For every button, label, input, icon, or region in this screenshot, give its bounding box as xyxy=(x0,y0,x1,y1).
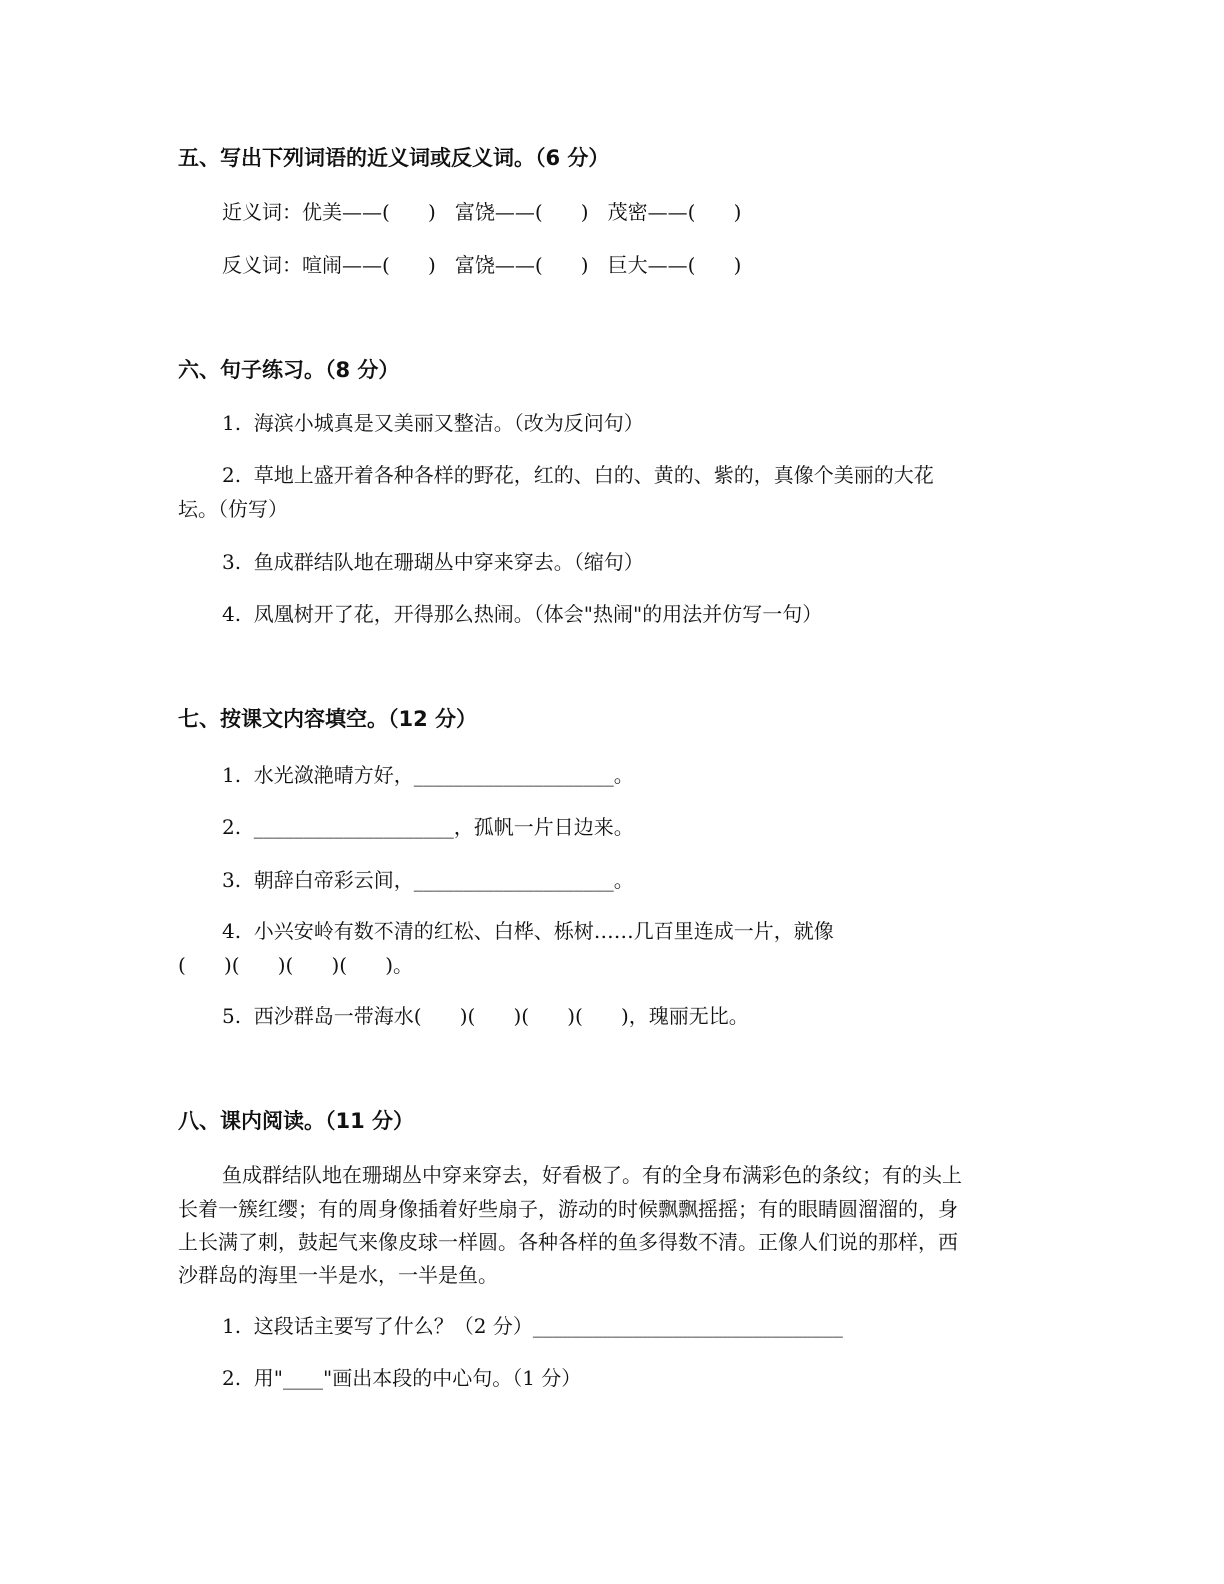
section5-heading: 五、写出下列词语的近义词或反义词。（6 分） xyxy=(178,146,610,170)
antonyms-line: 反义词：喧闹——( ) 富饶——( ) 巨大——( ) xyxy=(222,253,742,277)
section6-item-2: 2. 草地上盛开着各种各样的野花，红的、白的、黄的、紫的，真像个美丽的大花 xyxy=(222,463,934,487)
section7-item-4: 4. 小兴安岭有数不清的红松、白桦、栎树……几百里连成一片，就像 xyxy=(222,919,834,943)
section7-item-2: 2. ____________________，孤帆一片日边来。 xyxy=(222,815,634,839)
section6-item-1: 1. 海滨小城真是又美丽又整洁。（改为反问句） xyxy=(222,411,644,435)
reading-question-1: 1. 这段话主要写了什么？（2 分）_______________________________ xyxy=(222,1314,843,1338)
section6-item-4: 4. 凤凰树开了花，开得那么热闹。（体会"热闹"的用法并仿写一句） xyxy=(222,602,823,626)
section8-heading: 八、课内阅读。（11 分） xyxy=(178,1109,415,1133)
passage-line-4: 沙群岛的海里一半是水，一半是鱼。 xyxy=(178,1263,498,1287)
passage-line-3: 上长满了刺，鼓起气来像皮球一样圆。各种各样的鱼多得数不清。正像人们说的那样，西 xyxy=(178,1230,958,1254)
passage-line-1: 鱼成群结队地在珊瑚丛中穿来穿去，好看极了。有的全身布满彩色的条纹；有的头上 xyxy=(222,1163,962,1187)
section6-heading: 六、句子练习。（8 分） xyxy=(178,358,400,382)
section7-heading: 七、按课文内容填空。（12 分） xyxy=(178,707,478,731)
synonyms-line: 近义词：优美——( ) 富饶——( ) 茂密——( ) xyxy=(222,200,742,224)
section7-item-1: 1. 水光潋滟晴方好，____________________。 xyxy=(222,763,634,787)
section7-item-4-blanks: ( )( )( )( )。 xyxy=(178,953,413,977)
reading-question-2: 2. 用"____"画出本段的中心句。（1 分） xyxy=(222,1366,582,1390)
section6-item-3: 3. 鱼成群结队地在珊瑚丛中穿来穿去。（缩句） xyxy=(222,550,644,574)
section6-item-2-cont: 坛。（仿写） xyxy=(178,497,288,521)
section7-item-5: 5. 西沙群岛一带海水( )( )( )( )，瑰丽无比。 xyxy=(222,1004,749,1028)
passage-line-2: 长着一簇红缨；有的周身像插着好些扇子，游动的时候飘飘摇摇；有的眼睛圆溜溜的，身 xyxy=(178,1197,958,1221)
section7-item-3: 3. 朝辞白帝彩云间，____________________。 xyxy=(222,868,634,892)
